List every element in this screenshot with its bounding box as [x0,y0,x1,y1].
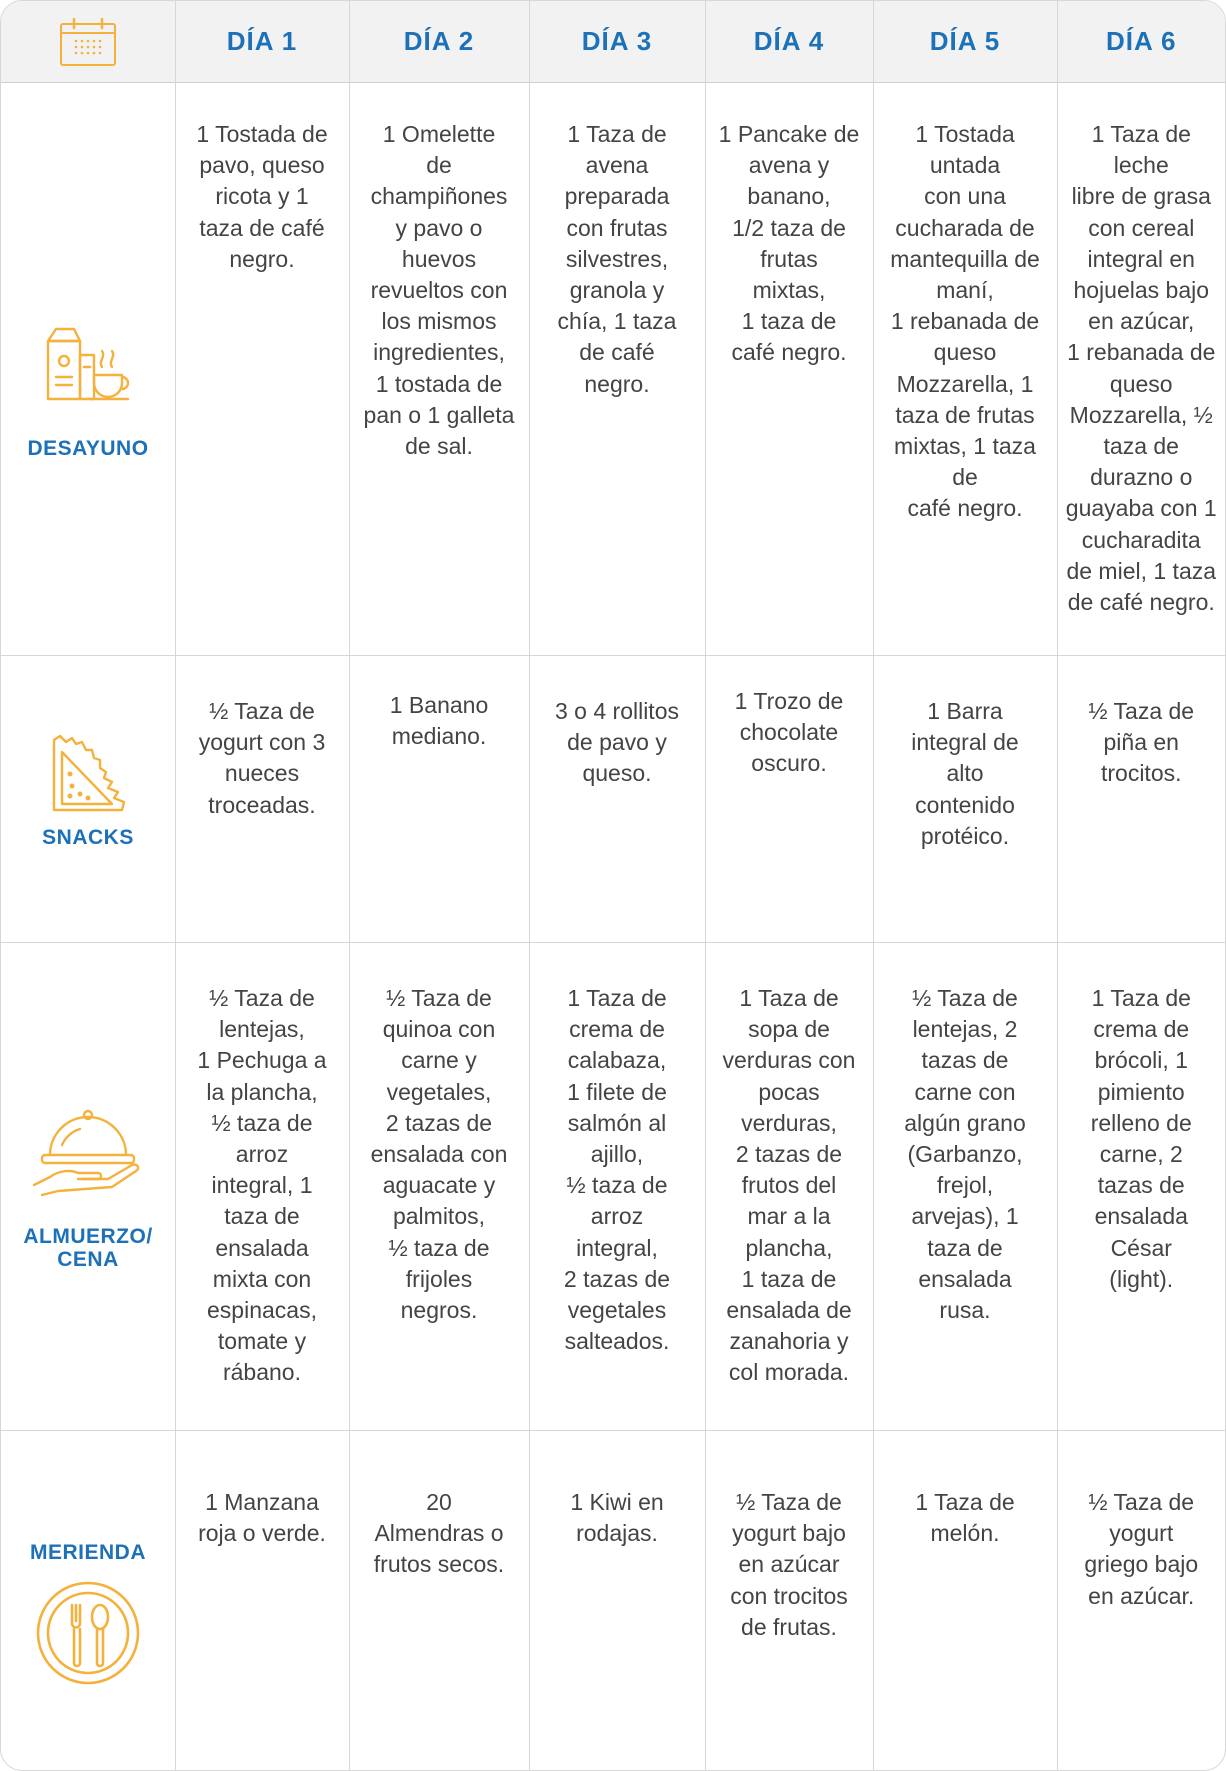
meal-text-almuerzo-cena-dia-3: 1 Taza de crema de calabaza, 1 filete de salmón al ajillo, ½ taza de arroz integral, 2 tazas de vegetales salteados. [529,943,705,1431]
meal-cell-almuerzo-cena [1,943,175,1431]
meal-text-merienda-dia-4: ½ Taza de yogurt bajo en azúcar con trocitos de frutas. [705,1431,873,1771]
meal-text-desayuno-dia-1: 1 Tostada de pavo, queso ricota y 1 taza de café negro. [175,83,349,656]
day-header-3: DÍA 3 [529,1,705,83]
meal-text-desayuno-dia-3: 1 Taza de avena preparada con frutas silvestres, granola y chía, 1 taza de café negro. [529,83,705,656]
meal-text-snacks-dia-5: 1 Barra integral de alto contenido protéico. [873,656,1057,943]
cloche-icon [28,1107,148,1197]
meal-cell-merienda [1,1431,175,1771]
day-header-1: DÍA 1 [175,1,349,83]
meal-cell-desayuno [1,83,175,656]
day-header-6: DÍA 6 [1057,1,1225,83]
meal-text-snacks-dia-2: 1 Banano mediano. [349,656,529,943]
meal-row-almuerzo-cena [1,943,1225,1431]
day-header-2: DÍA 2 [349,1,529,83]
meal-text-merienda-dia-1: 1 Manzana roja o verde. [175,1431,349,1771]
meal-text-almuerzo-cena-dia-2: ½ Taza de quinoa con carne y vegetales, 2 tazas de ensalada con aguacate y palmitos, ½ taza de frijoles negros. [349,943,529,1431]
meal-text-almuerzo-cena-dia-4: 1 Taza de sopa de verduras con pocas verduras, 2 tazas de frutos del mar a la plancha, 1 taza de ensalada de zanahoria y col morada. [705,943,873,1431]
meal-text-almuerzo-cena-dia-1: ½ Taza de lentejas, 1 Pechuga a la plancha, ½ taza de arroz integral, 1 taza de ensalada mixta con espinacas, tomate y rábano. [175,943,349,1431]
meal-text-snacks-dia-4: 1 Trozo de chocolate oscuro. [705,656,873,943]
meal-text-merienda-dia-5: 1 Taza de melón. [873,1431,1057,1771]
meal-text-snacks-dia-3: 3 o 4 rollitos de pavo y queso. [529,656,705,943]
meal-text-almuerzo-cena-dia-5: ½ Taza de lentejas, 2 tazas de carne con algún grano (Garbanzo, frejol, arvejas), 1 taza de ensalada rusa. [873,943,1057,1431]
meal-plan-table [1,1,1225,1771]
header-row [1,1,1225,83]
calendar-icon [58,16,118,68]
meal-label-almuerzo-cena: ALMUERZO/ CENA [23,1225,153,1271]
meal-text-desayuno-dia-6: 1 Taza de leche libre de grasa con cereal integral en hojuelas bajo en azúcar, 1 rebanada de queso Mozzarella, ½ taza de durazno o guayaba con 1 cucharadita de miel, 1 taza de café negro. [1057,83,1225,656]
meal-label-desayuno: DESAYUNO [27,437,149,460]
meal-label-merienda: MERIENDA [29,1541,146,1564]
meal-text-merienda-dia-3: 1 Kiwi en rodajas. [529,1431,705,1771]
meal-text-desayuno-dia-2: 1 Omelette de champiñones y pavo o huevos revueltos con los mismos ingredientes, 1 tostada de pan o 1 galleta de sal. [349,83,529,656]
plate-cutlery-icon [34,1579,142,1687]
meal-text-merienda-dia-6: ½ Taza de yogurt griego bajo en azúcar. [1084,1489,1199,1609]
day-header-4: DÍA 4 [705,1,873,83]
meal-text-snacks-dia-1: ½ Taza de yogurt con 3 nueces troceadas. [175,656,349,943]
meal-text-merienda-dia-2: 20 Almendras o frutos secos. [349,1431,529,1771]
day-header-5: DÍA 5 [873,1,1057,83]
header-corner [1,1,175,83]
meal-text-desayuno-dia-4: 1 Pancake de avena y banano, 1/2 taza de frutas mixtas, 1 taza de café negro. [705,83,873,656]
breakfast-icon [42,323,134,403]
meal-text-snacks-dia-6: ½ Taza de piña en trocitos. [1057,656,1225,943]
meal-row-desayuno [1,83,1225,656]
meal-cell-snacks [1,656,175,943]
meal-label-snacks: SNACKS [42,826,134,849]
meal-text-almuerzo-cena-dia-6: 1 Taza de crema de brócoli, 1 pimiento relleno de carne, 2 tazas de ensalada César (light). [1057,943,1225,1431]
sandwich-icon [46,734,130,814]
meal-row-snacks [1,656,1225,943]
meal-row-merienda [1,1431,1225,1771]
meal-text-desayuno-dia-5: 1 Tostada untada con una cucharada de mantequilla de maní, 1 rebanada de queso Mozzarella, 1 taza de frutas mixtas, 1 taza de café negro. [873,83,1057,656]
